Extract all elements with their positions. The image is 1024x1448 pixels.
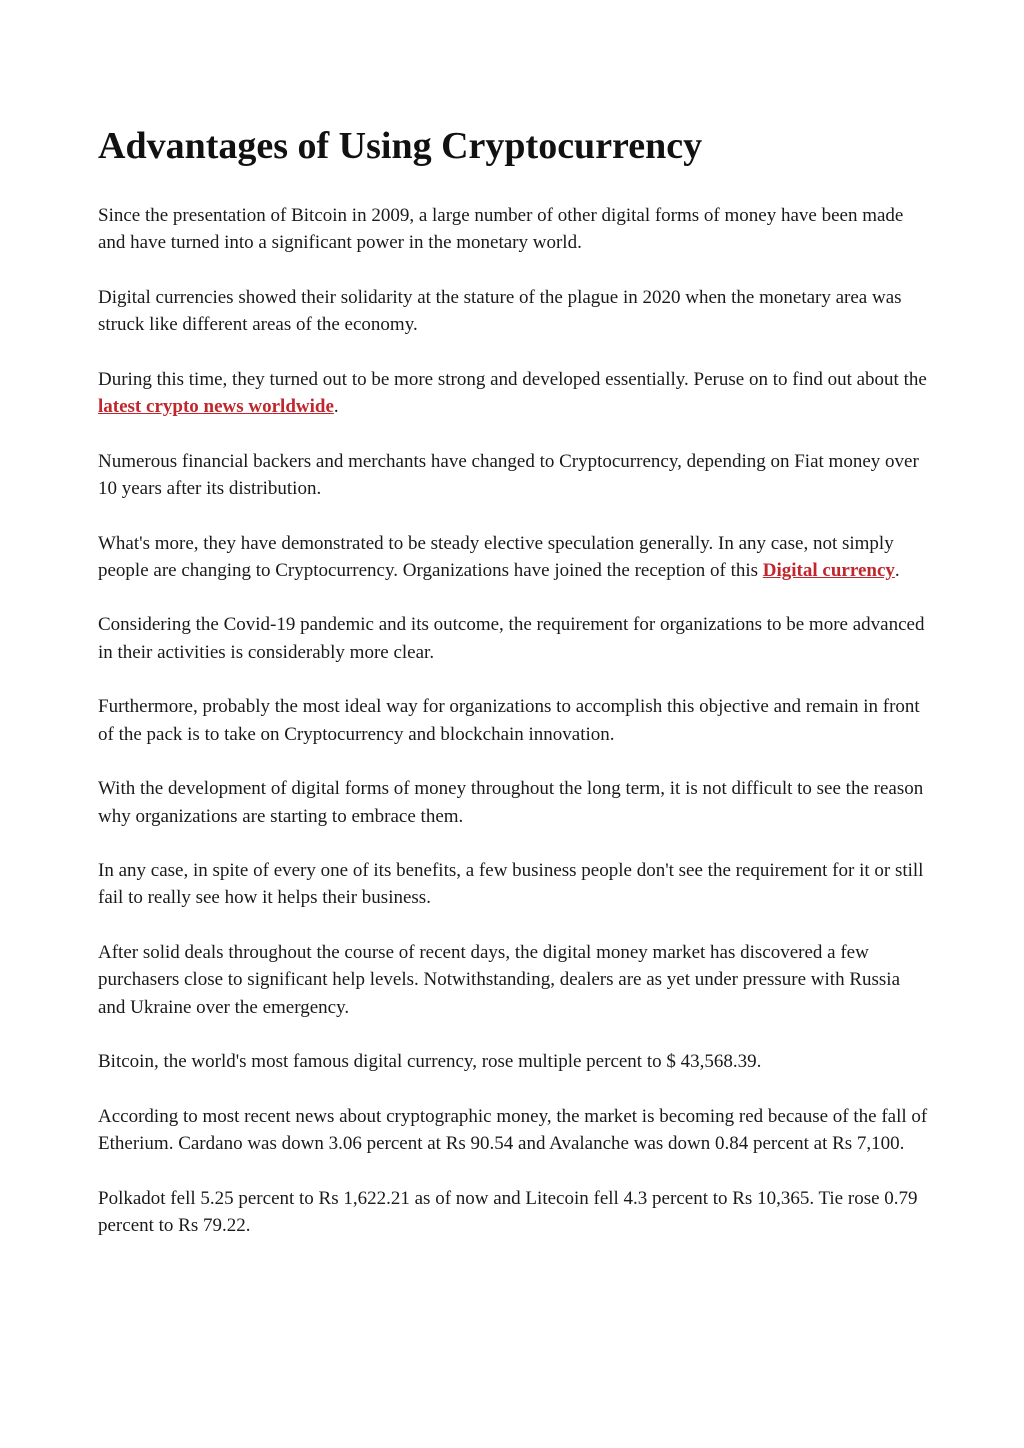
paragraph: Bitcoin, the world's most famous digital currency, rose multiple percent to $ 43,568.39. <box>98 1051 762 1073</box>
paragraph: After solid deals throughout the course of recent days, the digital money market has discovered a few purchasers close to significant help levels. Notwithstanding, dealers are as yet under pressure with Russia and Ukraine over the emergency. <box>98 942 901 1018</box>
paragraph: In any case, in spite of every one of its benefits, a few business people don't see the requirement for it or still fail to really see how it helps their business. <box>98 860 924 909</box>
latest-crypto-news-link[interactable]: latest crypto news worldwide <box>98 396 334 418</box>
paragraph: Furthermore, probably the most ideal way for organizations to accomplish this objective and remain in front of the pack is to take on Cryptocurrency and blockchain innovation. <box>98 696 920 745</box>
article <box>98 124 928 1267</box>
digital-currency-link[interactable]: Digital currency <box>762 559 895 581</box>
paragraph <box>98 530 928 585</box>
paragraph-text: . <box>894 559 900 581</box>
paragraph-text: . <box>333 396 339 418</box>
paragraph <box>98 366 928 421</box>
paragraph: Numerous financial backers and merchants have changed to Cryptocurrency, depending on Fiat money over 10 years after its distribution. <box>98 450 919 499</box>
paragraph-text: During this time, they turned out to be more strong and developed essentially. Peruse on to find out about the <box>98 368 927 390</box>
paragraph: Since the presentation of Bitcoin in 2009, a large number of other digital forms of money have been made and have turned into a significant power in the monetary world. <box>98 205 904 254</box>
paragraph: Digital currencies showed their solidarity at the stature of the plague in 2020 when the monetary area was struck like different areas of the economy. <box>98 286 902 336</box>
page-title: Advantages of Using Cryptocurrency <box>98 125 703 167</box>
paragraph: With the development of digital forms of money throughout the long term, it is not difficult to see the reason why organizations are starting to embrace them. <box>98 778 924 827</box>
paragraph-text: What's more, they have demonstrated to be steady elective speculation generally. In any case, not simply people are changing to Cryptocurrency. Organizations have joined the reception of this <box>98 532 894 581</box>
paragraph: Considering the Covid-19 pandemic and its outcome, the requirement for organizations to be more advanced in their activities is considerably more clear. <box>98 614 925 663</box>
paragraph: According to most recent news about cryptographic money, the market is becoming red because of the fall of Etherium. Cardano was down 3.06 percent at Rs 90.54 and Avalanche was down 0.84 percent at Rs 7,100. <box>98 1105 928 1155</box>
paragraph: Polkadot fell 5.25 percent to Rs 1,622.21 as of now and Litecoin fell 4.3 percent to Rs 10,365. Tie rose 0.79 percent to Rs 79.22. <box>98 1187 918 1236</box>
